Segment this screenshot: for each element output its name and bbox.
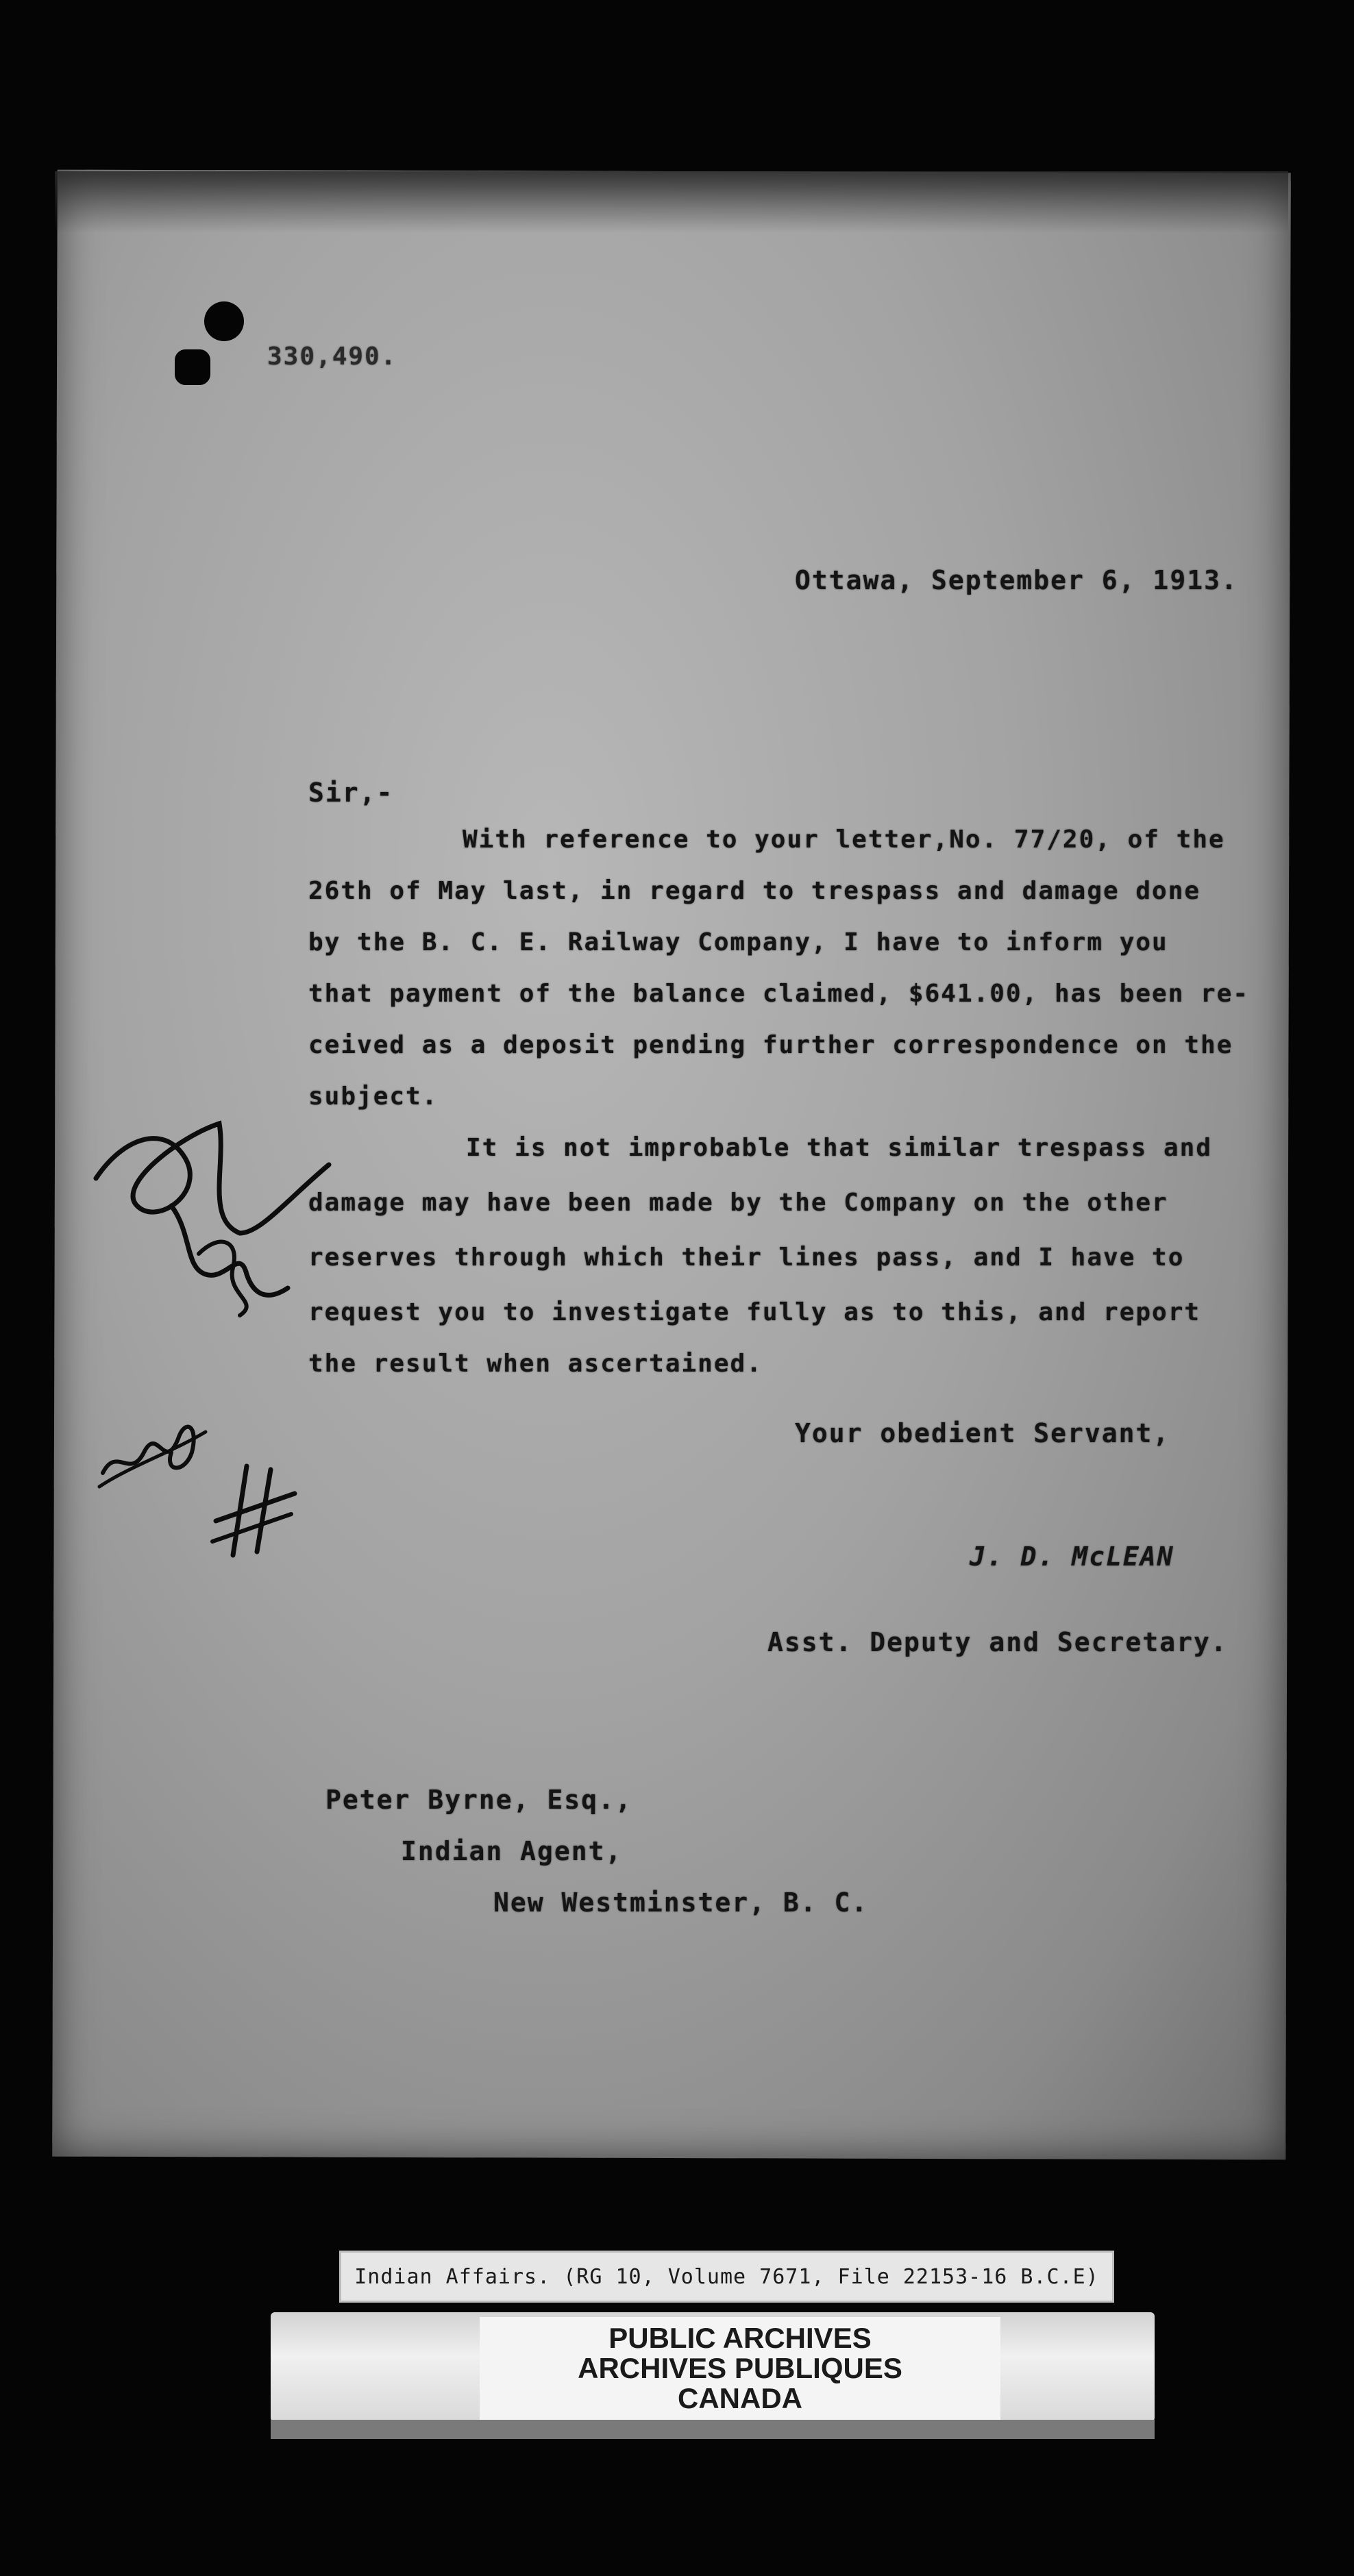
archive-reference-text: Indian Affairs. (RG 10, Volume 7671, File 22153-16 B.C.E) <box>354 2264 1099 2289</box>
file-number: 330,490. <box>267 343 397 371</box>
body-line: damage may have been made by the Company on the other <box>308 1189 1168 1217</box>
body-line: reserves through which their lines pass, and I have to <box>308 1243 1185 1272</box>
addressee-location: New Westminster, B. C. <box>493 1887 869 1918</box>
body-line: request you to investigate fully as to this, and report <box>308 1298 1201 1326</box>
archive-stamp-line: PUBLIC ARCHIVES <box>608 2322 872 2354</box>
archive-stamp-line: CANADA <box>678 2382 802 2414</box>
archive-stamp-line: ARCHIVES PUBLIQUES <box>578 2352 902 2384</box>
archive-reference-label <box>339 2251 1114 2303</box>
body-line: With reference to your letter,No. 77/20, of the <box>463 826 1225 854</box>
body-line: It is not improbable that similar trespass and <box>466 1134 1212 1162</box>
closing: Your obedient Servant, <box>795 1418 1170 1448</box>
handwritten-initials-mark <box>82 1096 356 1343</box>
body-line: 26th of May last, in regard to trespass and damage done <box>308 877 1201 905</box>
signature: J. D. McLEAN <box>970 1541 1174 1572</box>
punch-hole <box>175 349 210 385</box>
handwritten-hash-mark <box>206 1459 301 1562</box>
addressee-title: Indian Agent, <box>401 1836 623 1866</box>
salutation: Sir,- <box>308 778 394 808</box>
body-line: subject. <box>308 1082 439 1111</box>
signature-title: Asst. Deputy and Secretary. <box>767 1627 1228 1657</box>
body-line: by the B. C. E. Railway Company, I have to inform you <box>308 928 1168 956</box>
body-line: the result when ascertained. <box>308 1350 763 1378</box>
addressee-name: Peter Byrne, Esq., <box>325 1785 632 1815</box>
dateline: Ottawa, September 6, 1913. <box>795 565 1238 595</box>
label-bottom-strip <box>271 2420 1155 2439</box>
body-line: ceived as a deposit pending further correspondence on the <box>308 1031 1233 1059</box>
punch-hole <box>204 301 244 341</box>
page-top-shadow <box>55 171 1288 233</box>
archive-stamp <box>480 2317 1000 2420</box>
handwritten-wd-mark <box>89 1391 212 1500</box>
body-line: that payment of the balance claimed, $641.00, has been re- <box>308 980 1250 1008</box>
